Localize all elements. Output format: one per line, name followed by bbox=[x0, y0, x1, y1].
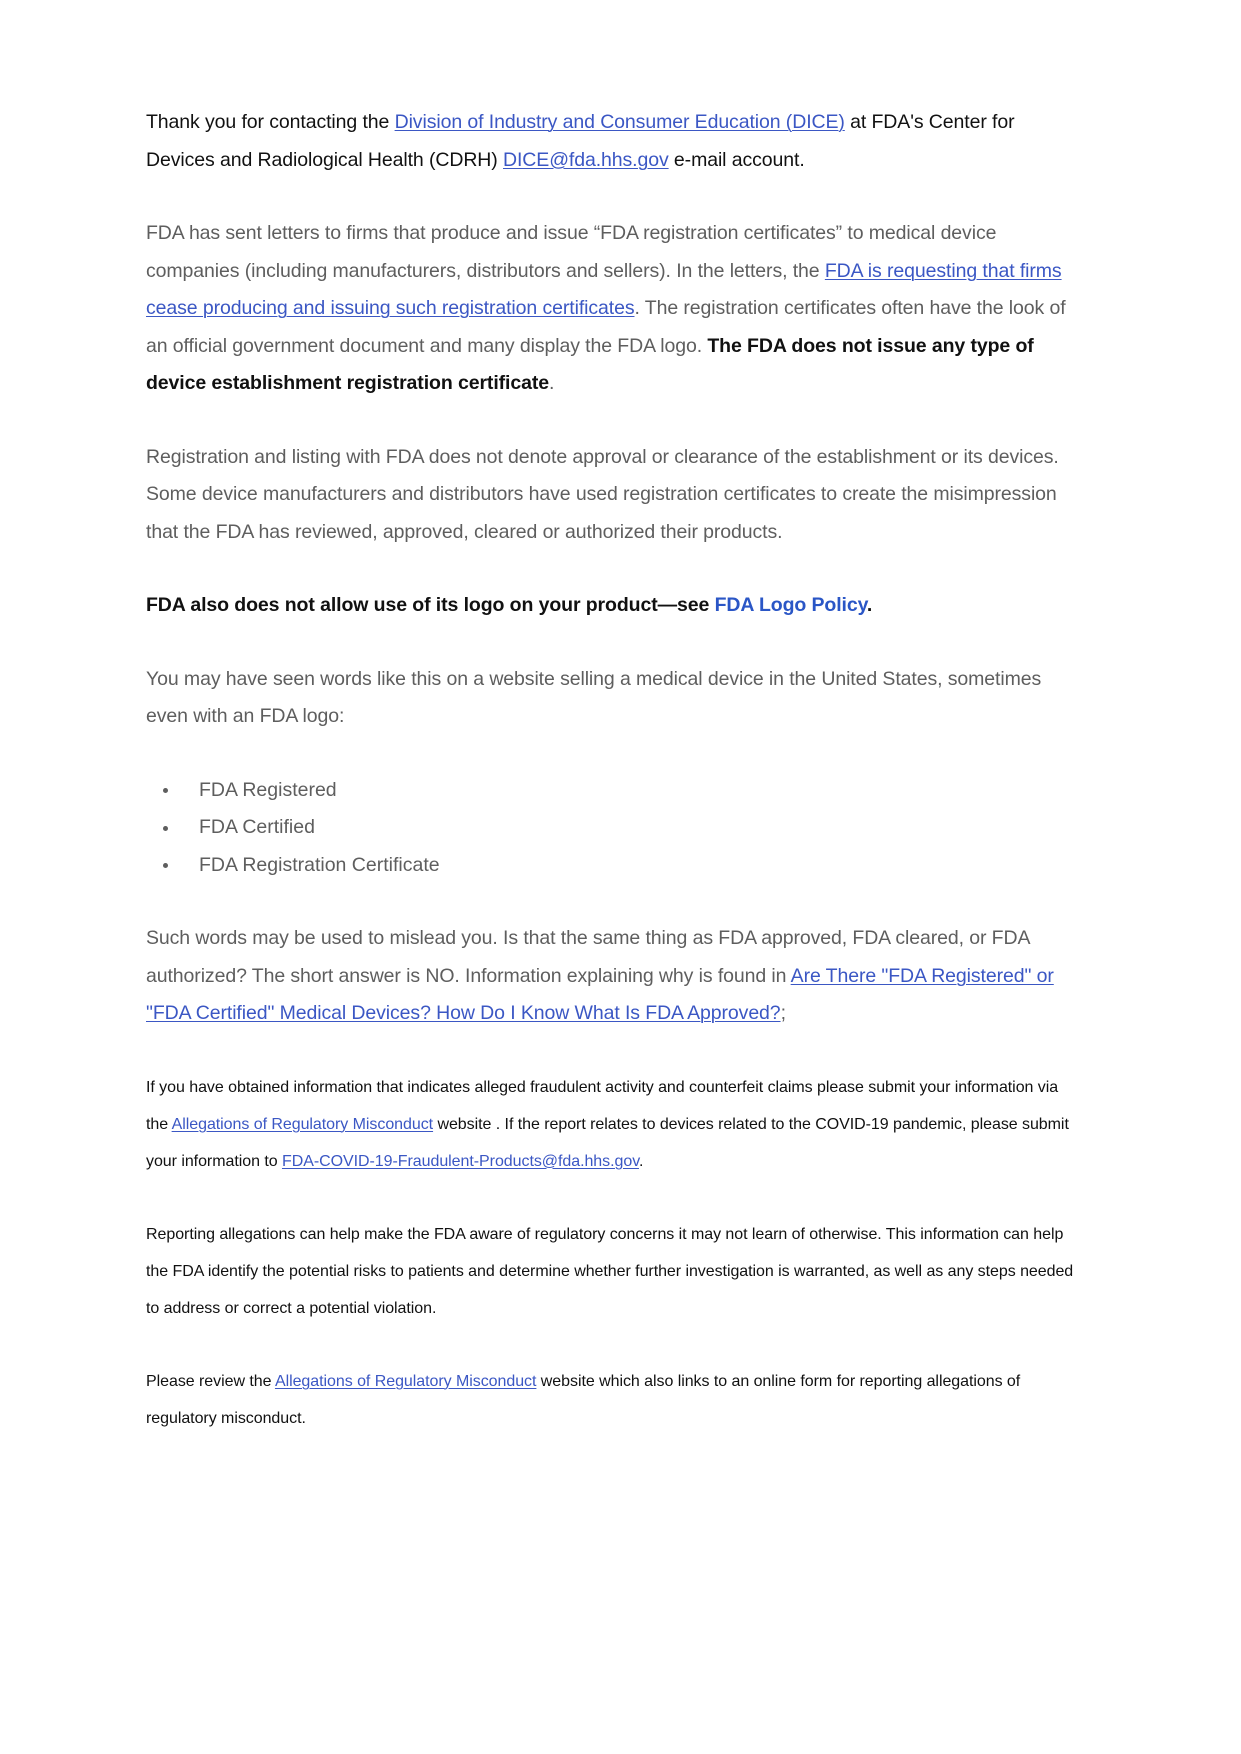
paragraph-report-fraud-tail: . bbox=[638, 1152, 644, 1170]
link-allegations-regulatory-misconduct-1[interactable]: Allegations of Regulatory Misconduct bbox=[171, 1115, 434, 1133]
link-cease-producing-certificates[interactable]: FDA is requesting that firms cease producing and issuing such registration certificates bbox=[146, 259, 1062, 319]
list-item bbox=[146, 809, 1081, 847]
paragraph-fda-letters-tail: . bbox=[548, 372, 555, 394]
paragraph-please-review bbox=[146, 1363, 1081, 1437]
paragraph-fda-letters-lead: FDA has sent letters to firms that produce and issue “FDA registration certificates” to medical device companies (including manufacturers, distributors and sellers). In the letters, the bbox=[146, 222, 997, 282]
paragraph-report-fraud bbox=[146, 1069, 1081, 1180]
bullet-dot-icon bbox=[163, 863, 168, 868]
emphasis-no-registration-certificate: The FDA does not issue any type of device establishment registration certificate bbox=[146, 334, 1034, 394]
paragraph-misleading-words-tail: ; bbox=[780, 1002, 786, 1024]
link-dice-division[interactable]: Division of Industry and Consumer Education (DICE) bbox=[394, 111, 845, 133]
paragraph-reporting-allegations: Reporting allegations can help make the FDA aware of regulatory concerns it may not learn of otherwise. This information can help the FDA identify the potential risks to patients and determine whether further investigation is warranted, as well as any steps needed to address or correct a potential violation. bbox=[146, 1225, 1074, 1317]
list-item-label: FDA Certified bbox=[199, 816, 315, 838]
paragraph-fda-letters-mid: . The registration certificates often have the look of an official government document and many display the FDA logo. bbox=[146, 297, 1066, 357]
paragraph-logo-policy bbox=[146, 587, 1081, 625]
link-fda-logo-policy[interactable]: FDA Logo Policy bbox=[714, 594, 867, 616]
list-item-label: FDA Registration Certificate bbox=[199, 853, 440, 876]
paragraph-report-fraud-lead: If you have obtained information that indicates alleged fraudulent activity and counterfeit claims please submit your information via the bbox=[146, 1078, 1059, 1133]
paragraph-please-review-tail: website which also links to an online form for reporting allegations of regulatory misconduct. bbox=[146, 1372, 1021, 1427]
bullet-dot-icon bbox=[163, 788, 168, 793]
link-allegations-regulatory-misconduct-2[interactable]: Allegations of Regulatory Misconduct bbox=[274, 1372, 537, 1390]
document-body bbox=[146, 104, 1081, 1437]
paragraph-fda-letters bbox=[146, 215, 1081, 403]
paragraph-greeting-tail: e-mail account. bbox=[668, 148, 805, 171]
link-dice-email[interactable]: DICE@fda.hhs.gov bbox=[503, 148, 669, 171]
paragraph-misleading-words-lead: Such words may be used to mislead you. Is that the same thing as FDA approved, FDA cleared, or FDA authorized? The short answer is NO. Information explaining why is found in bbox=[146, 927, 1030, 987]
paragraph-greeting-mid: at FDA's Center for Devices and Radiological Health (CDRH) bbox=[146, 111, 1015, 171]
list-item bbox=[146, 772, 1081, 810]
paragraph-greeting-lead: Thank you for contacting the bbox=[146, 111, 395, 133]
link-are-there-fda-registered-devices[interactable]: Are There "FDA Registered" or "FDA Certified" Medical Devices? How Do I Know What Is FDA Approved? bbox=[146, 964, 1054, 1024]
paragraph-words-intro: You may have seen words like this on a website selling a medical device in the United States, sometimes even with an FDA logo: bbox=[146, 667, 1042, 727]
paragraph-please-review-lead: Please review the bbox=[146, 1372, 275, 1390]
paragraph-report-fraud-mid: website . If the report relates to devices related to the COVID-19 pandemic, please submit your information to bbox=[146, 1115, 1069, 1170]
claims-bullet-list bbox=[146, 772, 1081, 885]
emphasis-logo-not-allowed: FDA also does not allow use of its logo on your product—see bbox=[146, 594, 715, 616]
list-item-label: FDA Registered bbox=[199, 778, 337, 801]
bullet-dot-icon bbox=[163, 826, 168, 831]
paragraph-misleading-words bbox=[146, 920, 1081, 1033]
paragraph-registration-listing: Registration and listing with FDA does not denote approval or clearance of the establishment or its devices. Some device manufacturers and distributors have used registration certificates to create the misimpression that the FDA has reviewed, approved, cleared or authorized their products. bbox=[146, 445, 1059, 543]
paragraph-greeting bbox=[146, 104, 1081, 179]
list-item bbox=[146, 847, 1081, 885]
link-fda-covid-fraudulent-products-email[interactable]: FDA-COVID-19-Fraudulent-Products@fda.hhs.gov bbox=[281, 1152, 639, 1170]
paragraph-logo-policy-tail: . bbox=[866, 594, 873, 616]
